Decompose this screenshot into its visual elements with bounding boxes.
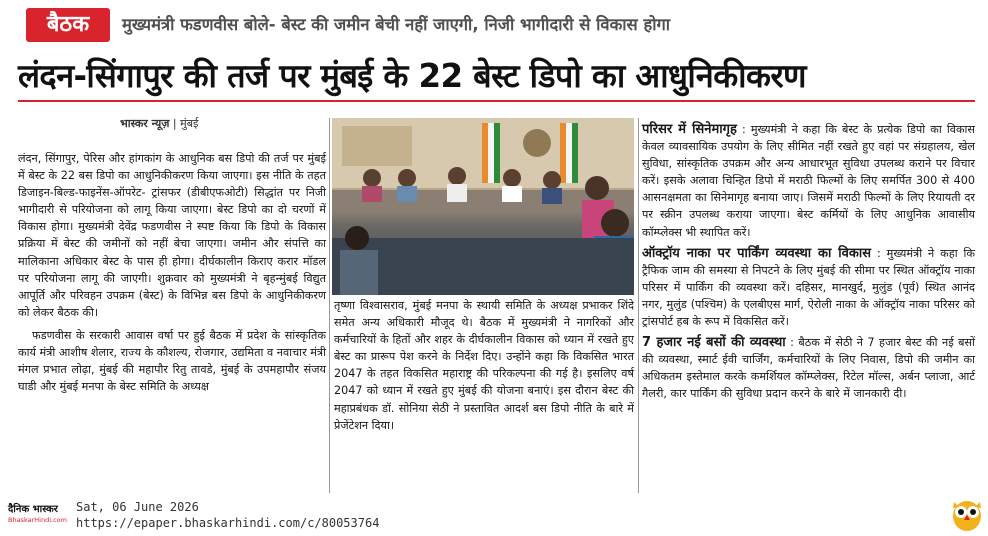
logo-subtext: BhaskarHindi.com: [8, 516, 67, 524]
headline-rule: [18, 100, 975, 102]
col3-section-parking: [642, 245, 975, 330]
bhaskar-logo: [8, 500, 70, 528]
col1-para-1: लंदन, सिंगापुर, पेरिस और हांगकांग के आधुनिक बस डिपो की तर्ज पर मुंबई में बेस्ट के 22 बस डिपो का आधुनिकीकरण किया जाएगा। इस नीति के तहत डिजाइन-बिल्ड-फाइनेंस-ऑपरेट- ट्रांसफर (डीबीएफओटी) सिद्धांत पर निजी भागीदारी से परियोजना को लागू किया जाएगा। बेस्ट डिपो का दो चरणों में विकास होगा। मुख्यमंत्री देवेंद्र फडणवीस ने स्पष्ट किया कि डिपो के विकास प्रक्रिया में बेस्ट की जमीनों को नहीं बेचा जाएगा। जमीन और संपत्ति का मालिकाना अधिकार बेस्ट के पास ही होगा। दीर्घकालीन किराए करार मॉडल पर परियोजना लागू की जाएगी। शुक्रवार को मुख्यमंत्री ने बृहन्मुंबई विद्युत आपूर्ति और परिवहन उपक्रम (बेस्ट) के विभिन्न बस डिपो के आधुनिकीकरण को लेकर बैठक की।: [18, 152, 326, 319]
byline: भास्कर न्यूज़ | मुंबई: [120, 117, 199, 130]
article-column-2: [334, 297, 634, 434]
col3-body-parking: : मुख्यमंत्री ने कहा कि ट्रैफिक जाम की समस्या से निपटने के लिए मुंबई की सीमा पर स्थित ऑक्ट्रॉय नाका परिसर में पार्किंग की व्यवस्था करें। दहिसर, मानखुर्द, मुलुंड (पूर्व) स्थित आनंद नगर, मुलुंड (पश्चिम) के एलबीएस मार्ग, ऐरोली नाका के ऑक्ट्रॉय नाका परिसर को ट्रांसपोर्ट हब के रूप में विकसित करें।: [642, 246, 976, 329]
article-column-3: [642, 121, 975, 403]
column-divider-2: [638, 118, 639, 493]
col3-body-cinema: : मुख्यमंत्री ने कहा कि बेस्ट के प्रत्येक डिपो का विकास केवल व्यावसायिक उपयोग के लिए सीमित नहीं रखते हुए वहां पर संग्रहालय, खेल सुविधा, सांस्कृतिक उपक्रम और अन्य आधारभूत सुविधा उपलब्ध कराने पर विचार करें। इसके अलावा चिन्हित डिपो में मराठी फिल्मों के लिए समर्पित 300 से 400 आसनक्षमता का सिनेमागृह बनाया जाए। जिसमें मराठी फिल्मों के लिए रियायती दर पर स्क्रीन उपलब्ध कराया जाएगा। बेस्ट कर्मियों के लिए आधुनिक आवासीय कॉम्प्लेक्स भी स्थापित करें।: [642, 123, 975, 239]
col3-section-buses: [642, 334, 975, 402]
col3-body-buses: : बैठक में सेठी ने 7 हजार बेस्ट की नई बसों की व्यवस्था, स्मार्ट ईवी चार्जिंग, कर्मचारियों के लिए निवास, डिपो की जमीन का अधिकतम इस्तेमाल करके कमर्शियल कॉम्प्लेक्स, रिटेल मॉल्स, अर्बन प्लाजा, आर्ट गैलरी, कार पार्किंग की सुविधा प्रदान करने के बारे में जानकारी दी।: [642, 336, 976, 401]
article-column-1: [18, 150, 326, 395]
byline-agency: भास्कर न्यूज़: [120, 117, 170, 130]
section-tag: बैठक: [26, 8, 110, 42]
meeting-photo-illustration: [332, 118, 634, 295]
col2-para-1: तृष्णा विश्वासराव, मुंबई मनपा के स्थायी समिति के अध्यक्ष प्रभाकर शिंदे समेत अन्य अधिकारी मौजूद थे। बैठक में मुख्यमंत्री ने नागरिकों और कर्मचारियों के हितों और शहर के दीर्घकालीन विकास को ध्यान में रखते हुए बेस्ट का प्रारूप पेश करने के निर्देश दिए। उन्होंने कहा कि विकसित भारत 2047 के तहत विकसित महाराष्ट्र की परिकल्पना की गई है। इसलिए वर्ष 2047 को ध्यान में रखते हुए मुंबई की योजना बनाएं। इस दौरान बेस्ट की महाप्रबंधक डॉ. सोनिया सेठी ने प्रस्तावित आदर्श बस डिपो नीति के बारे में प्रेजेंटेशन दिया।: [334, 299, 634, 432]
footer-date: Sat, 06 June 2026: [76, 500, 199, 514]
col3-subhead-buses: 7 हजार नई बसों की व्यवस्था: [642, 335, 786, 351]
meeting-photo: [332, 118, 634, 295]
footer-url[interactable]: https://epaper.bhaskarhindi.com/c/80053764: [76, 516, 380, 530]
col3-subhead-cinema: परिसर में सिनेमागृह: [642, 122, 737, 137]
col3-section-cinema: [642, 121, 975, 241]
column-divider-1: [329, 118, 330, 493]
byline-city: मुंबई: [180, 117, 199, 130]
col3-subhead-parking: ऑक्ट्रॉय नाका पर पार्किंग व्यवस्था का विकास: [642, 245, 872, 261]
owl-mascot-icon: [950, 496, 984, 532]
article-header-bar: [0, 0, 988, 46]
main-headline: लंदन-सिंगापुर की तर्ज पर मुंबई के 22 बेस्ट डिपो का आधुनिकीकरण: [18, 57, 806, 95]
kicker-headline: मुख्यमंत्री फडणवीस बोले- बेस्ट की जमीन बेची नहीं जाएगी, निजी भागीदारी से विकास होगा: [122, 15, 671, 34]
logo-text: दैनिक भास्कर: [8, 504, 58, 515]
col1-para-2: फडणवीस के सरकारी आवास वर्षा पर हुई बैठक में प्रदेश के सांस्कृतिक कार्य मंत्री आशीष शेलार, राज्य के कौशल्य, रोजगार, उद्यमिता व नवाचार मंत्री मंगल प्रभात लोढ़ा, मुंबई की महापौर रितु तावडे, मुंबई के उपमहापौर संजय घाडी और मुंबई मनपा के बेस्ट समिति के अध्यक्ष: [18, 328, 326, 394]
